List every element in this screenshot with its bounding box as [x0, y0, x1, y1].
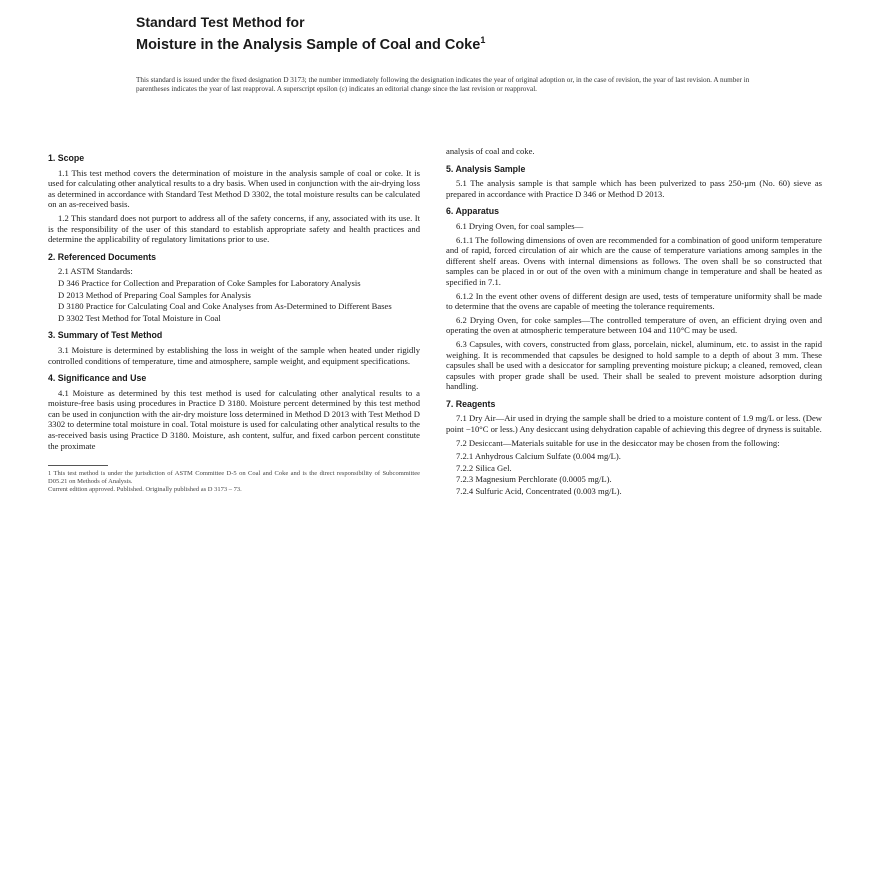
paragraph: 6.1.1 The following dimensions of oven are recommended for a combination of good uniform temperature and of rapid, forced circulation of air which are the cause of temperature variations among samples in the different shelf areas. Ovens with internal dimensions as follows. The oven shall be so constructed that samples can be placed in or out of the oven with a minimum change in temperature and shall be heated as specified in 7.1.	[446, 234, 822, 287]
paragraph: 6.3 Capsules, with covers, constructed from glass, porcelain, nickel, aluminum, etc. to assist in the rapid weighing. It is recommended that capsules be designed to hold sample to a depth of about 3 mm. These capsules shall be used with a desiccator for sampling preventing moisture pickup; a cleaned, removed, clean capsules with proper grade shall be used. Their shall be sealed to prevent moisture adsorption during handling.	[446, 338, 822, 392]
paragraph: 4.1 Moisture as determined by this test method is used for calculating other analytical results to a moisture-free basis using procedures in Practice D 3180. Moisture percent determined by this test method can be used in conjunction with the air-dry moisture loss determined in Method D 2013 with Test Method D 3302 to determine total moisture in coal. Total moisture is used for calculating other analytical results to the as-received basis using Practice D 3180. Moisture, ash content, sulfur, and fixed carbon percent constitute the proximate	[48, 387, 420, 451]
section-heading: 7. Reagents	[446, 398, 496, 409]
reference-item: D 2013 Method of Preparing Coal Samples for Analysis	[58, 289, 251, 300]
paragraph: 5.1 The analysis sample is that sample which has been pulverized to pass 250-µm (No. 60) sieve as prepared in accordance with Practice D 346 or Method D 2013.	[446, 178, 822, 199]
section-heading: 2. Referenced Documents	[48, 251, 157, 262]
title-main: Moisture in the Analysis Sample of Coal and Coke	[136, 36, 481, 53]
title-line-2	[136, 31, 776, 54]
reference-item: 7.2.2 Silica Gel.	[456, 462, 512, 473]
reference-item: 7.2.3 Magnesium Perchlorate (0.0005 mg/L).	[456, 474, 612, 485]
reference-item: D 3180 Practice for Calculating Coal and Coke Analyses from As-Determined to Different Bases	[58, 301, 392, 312]
paragraph: 1.2 This standard does not purport to address all of the safety concerns, if any, associated with its use. It is the responsibility of the user of this standard to establish appropriate safety and health practices and determine the applicability of regulatory limitations prior to use.	[48, 212, 420, 245]
right-column	[446, 146, 822, 498]
section-heading: 3. Summary of Test Method	[48, 330, 163, 341]
reference-item: 7.2.1 Anhydrous Calcium Sulfate (0.004 mg/L).	[456, 451, 621, 462]
title-block	[136, 14, 776, 54]
footnote: Current edition approved. Published. Originally published as D 3173 – 73.	[48, 486, 242, 494]
section-heading: 5. Analysis Sample	[446, 163, 526, 174]
title-footnote-mark: 1	[480, 35, 486, 45]
section-heading: 1. Scope	[48, 153, 85, 163]
section-heading: 6. Apparatus	[446, 206, 499, 217]
title-line-1: Standard Test Method for	[136, 14, 305, 30]
paragraph: 6.1 Drying Oven, for coal samples—	[456, 220, 584, 231]
designation-note: This standard is issued under the fixed designation D 3173; the number immediately following the designation indicates the year of original adoption or, in the case of revision, the year of last revision. A number in parentheses indicates the year of last reapproval. A superscript epsilon (ε) indicates an editorial change since the last revision or reapproval.	[136, 76, 750, 94]
paragraph: 6.1.2 In the event other ovens of different design are used, tests of temperature uniformity shall be made to determine that the ovens are capable of meeting the tolerance requirements.	[446, 290, 822, 312]
paragraph: 6.2 Drying Oven, for coke samples—The controlled temperature of oven, an efficient drying oven and operating the oven at atmospheric temperature between 104 and 110°C may be used.	[446, 314, 822, 336]
reference-item: 7.2.4 Sulfuric Acid, Concentrated (0.003 mg/L).	[456, 486, 622, 497]
footnote: 1 This test method is under the jurisdiction of ASTM Committee D-5 on Coal and Coke and is the direct responsibility of Subcommittee D05.21 on Methods of Analysis.	[48, 470, 420, 486]
reference-item: 2.1 ASTM Standards:	[58, 266, 133, 277]
paragraph: 7.2 Desiccant—Materials suitable for use in the desiccator may be chosen from the following:	[456, 437, 780, 448]
left-column	[48, 146, 420, 494]
paragraph: 7.1 Dry Air—Air used in drying the sample shall be dried to a moisture content of 1.9 mg/L or less. (Dew point −10°C or less.) Any desiccant using dehydration capable of achieving this degree of dryness is suitable.	[446, 413, 822, 435]
reference-item: D 3302 Test Method for Total Moisture in Coal	[58, 312, 221, 323]
footnote-rule	[48, 465, 108, 466]
paragraph: 3.1 Moisture is determined by establishing the loss in weight of the sample when heated under rigidly controlled conditions of temperature, time and atmosphere, sample weight, and equipment specifications.	[48, 344, 420, 366]
reference-item: D 346 Practice for Collection and Preparation of Coke Samples for Laboratory Analysis	[58, 277, 361, 288]
paragraph: analysis of coal and coke.	[446, 146, 535, 156]
section-heading: 4. Significance and Use	[48, 373, 147, 384]
paragraph: 1.1 This test method covers the determination of moisture in the analysis sample of coal or coke. It is used for calculating other analytical results to a dry basis. When used in conjunction with the air-drying loss as determined in accordance with Standard Test Method D 3302, the total moisture results can be calculated on an as-received basis.	[48, 167, 420, 210]
